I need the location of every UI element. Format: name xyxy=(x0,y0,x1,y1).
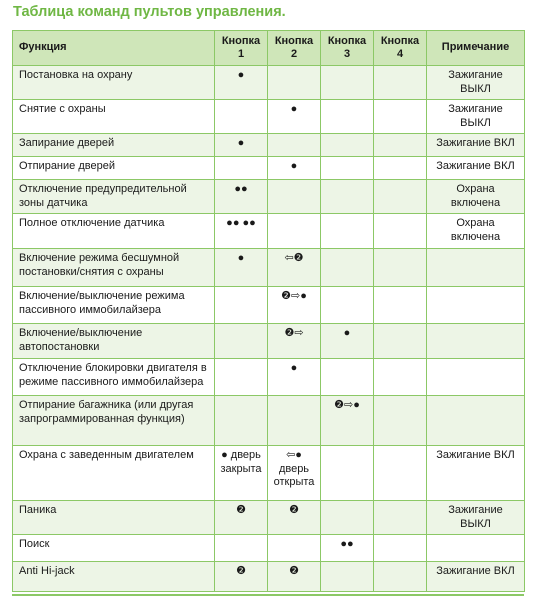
function-cell: Отключение предупредительной зоны датчика xyxy=(13,180,215,214)
button-4-cell xyxy=(374,287,427,324)
button-1-cell: ❷ xyxy=(215,562,268,592)
table-row xyxy=(13,214,525,249)
note-cell: Зажигание ВЫКЛ xyxy=(427,100,525,134)
button-3-cell xyxy=(321,66,374,100)
function-cell: Отключение блокировки двигателя в режиме пассивного иммобилайзера xyxy=(13,359,215,396)
button-3-cell: ● xyxy=(321,324,374,359)
header-button-2: Кнопка 2 xyxy=(268,31,321,66)
function-cell: Снятие с охраны xyxy=(13,100,215,134)
table-row xyxy=(13,562,525,592)
button-2-cell xyxy=(268,396,321,446)
table-row xyxy=(13,446,525,501)
bottom-divider xyxy=(12,594,524,596)
note-cell: Зажигание ВЫКЛ xyxy=(427,66,525,100)
button-1-cell xyxy=(215,157,268,180)
button-1-cell: ●● ●● xyxy=(215,214,268,249)
note-cell: Охрана включена xyxy=(427,214,525,249)
button-2-cell: ● xyxy=(268,359,321,396)
function-cell: Anti Hi-jack xyxy=(13,562,215,592)
button-4-cell xyxy=(374,446,427,501)
table-row xyxy=(13,359,525,396)
button-4-cell xyxy=(374,501,427,535)
note-cell xyxy=(427,359,525,396)
button-4-cell xyxy=(374,535,427,562)
table-row xyxy=(13,396,525,446)
function-cell: Охрана с заведенным двигателем xyxy=(13,446,215,501)
button-4-cell xyxy=(374,66,427,100)
button-2-cell: ● xyxy=(268,157,321,180)
function-cell: Паника xyxy=(13,501,215,535)
button-4-cell xyxy=(374,100,427,134)
table-row xyxy=(13,157,525,180)
button-4-cell xyxy=(374,396,427,446)
button-4-cell xyxy=(374,249,427,287)
button-2-cell xyxy=(268,134,321,157)
button-1-cell xyxy=(215,396,268,446)
header-note: Примечание xyxy=(427,31,525,66)
button-4-cell xyxy=(374,134,427,157)
button-1-cell xyxy=(215,535,268,562)
button-1-cell: ● xyxy=(215,134,268,157)
button-4-cell xyxy=(374,180,427,214)
button-3-cell xyxy=(321,214,374,249)
header-function: Функция xyxy=(13,31,215,66)
commands-table xyxy=(12,30,525,592)
note-cell xyxy=(427,287,525,324)
button-3-cell: ●● xyxy=(321,535,374,562)
button-2-cell xyxy=(268,66,321,100)
button-1-cell: ● xyxy=(215,66,268,100)
table-header-row xyxy=(13,31,525,66)
table-row xyxy=(13,287,525,324)
note-cell: Зажигание ВКЛ xyxy=(427,562,525,592)
function-cell: Постановка на охрану xyxy=(13,66,215,100)
table-row xyxy=(13,100,525,134)
note-cell: Зажигание ВКЛ xyxy=(427,157,525,180)
note-cell xyxy=(427,324,525,359)
table-row xyxy=(13,324,525,359)
button-2-cell: ● xyxy=(268,100,321,134)
note-cell xyxy=(427,396,525,446)
button-2-cell: ⇦● дверь открыта xyxy=(268,446,321,501)
note-cell: Охрана включена xyxy=(427,180,525,214)
button-2-cell xyxy=(268,535,321,562)
note-cell xyxy=(427,535,525,562)
table-row xyxy=(13,501,525,535)
button-1-cell xyxy=(215,100,268,134)
note-cell xyxy=(427,249,525,287)
button-2-cell: ❷⇨● xyxy=(268,287,321,324)
table-body xyxy=(13,66,525,592)
table-row xyxy=(13,66,525,100)
button-1-cell xyxy=(215,359,268,396)
function-cell: Поиск xyxy=(13,535,215,562)
button-3-cell: ❷⇨● xyxy=(321,396,374,446)
button-4-cell xyxy=(374,324,427,359)
button-4-cell xyxy=(374,562,427,592)
header-button-1: Кнопка 1 xyxy=(215,31,268,66)
button-2-cell: ⇦❷ xyxy=(268,249,321,287)
table-row xyxy=(13,535,525,562)
button-4-cell xyxy=(374,214,427,249)
button-3-cell xyxy=(321,359,374,396)
button-3-cell xyxy=(321,180,374,214)
header-button-3: Кнопка 3 xyxy=(321,31,374,66)
page-title: Таблица команд пультов управления. xyxy=(13,4,286,20)
button-4-cell xyxy=(374,157,427,180)
button-1-cell: ● xyxy=(215,249,268,287)
note-cell: Зажигание ВКЛ xyxy=(427,446,525,501)
button-4-cell xyxy=(374,359,427,396)
button-2-cell: ❷ xyxy=(268,562,321,592)
table-row xyxy=(13,134,525,157)
button-1-cell xyxy=(215,287,268,324)
button-2-cell xyxy=(268,180,321,214)
button-2-cell: ❷ xyxy=(268,501,321,535)
button-3-cell xyxy=(321,249,374,287)
function-cell: Полное отключение датчика xyxy=(13,214,215,249)
function-cell: Запирание дверей xyxy=(13,134,215,157)
function-cell: Включение/выключение режима пассивного иммобилайзера xyxy=(13,287,215,324)
function-cell: Отпирание дверей xyxy=(13,157,215,180)
function-cell: Включение режима бесшумной постановки/снятия с охраны xyxy=(13,249,215,287)
button-3-cell xyxy=(321,100,374,134)
button-3-cell xyxy=(321,562,374,592)
note-cell: Зажигание ВЫКЛ xyxy=(427,501,525,535)
button-1-cell: ● дверь закрыта xyxy=(215,446,268,501)
function-cell: Включение/выключение автопостановки xyxy=(13,324,215,359)
button-3-cell xyxy=(321,287,374,324)
function-cell: Отпирание багажника (или другая запрограммированная функция) xyxy=(13,396,215,446)
note-cell: Зажигание ВКЛ xyxy=(427,134,525,157)
table-row xyxy=(13,249,525,287)
button-3-cell xyxy=(321,501,374,535)
button-1-cell: ❷ xyxy=(215,501,268,535)
button-3-cell xyxy=(321,157,374,180)
button-3-cell xyxy=(321,446,374,501)
button-3-cell xyxy=(321,134,374,157)
header-button-4: Кнопка 4 xyxy=(374,31,427,66)
button-1-cell: ●● xyxy=(215,180,268,214)
button-1-cell xyxy=(215,324,268,359)
button-2-cell xyxy=(268,214,321,249)
table-row xyxy=(13,180,525,214)
button-2-cell: ❷⇨ xyxy=(268,324,321,359)
